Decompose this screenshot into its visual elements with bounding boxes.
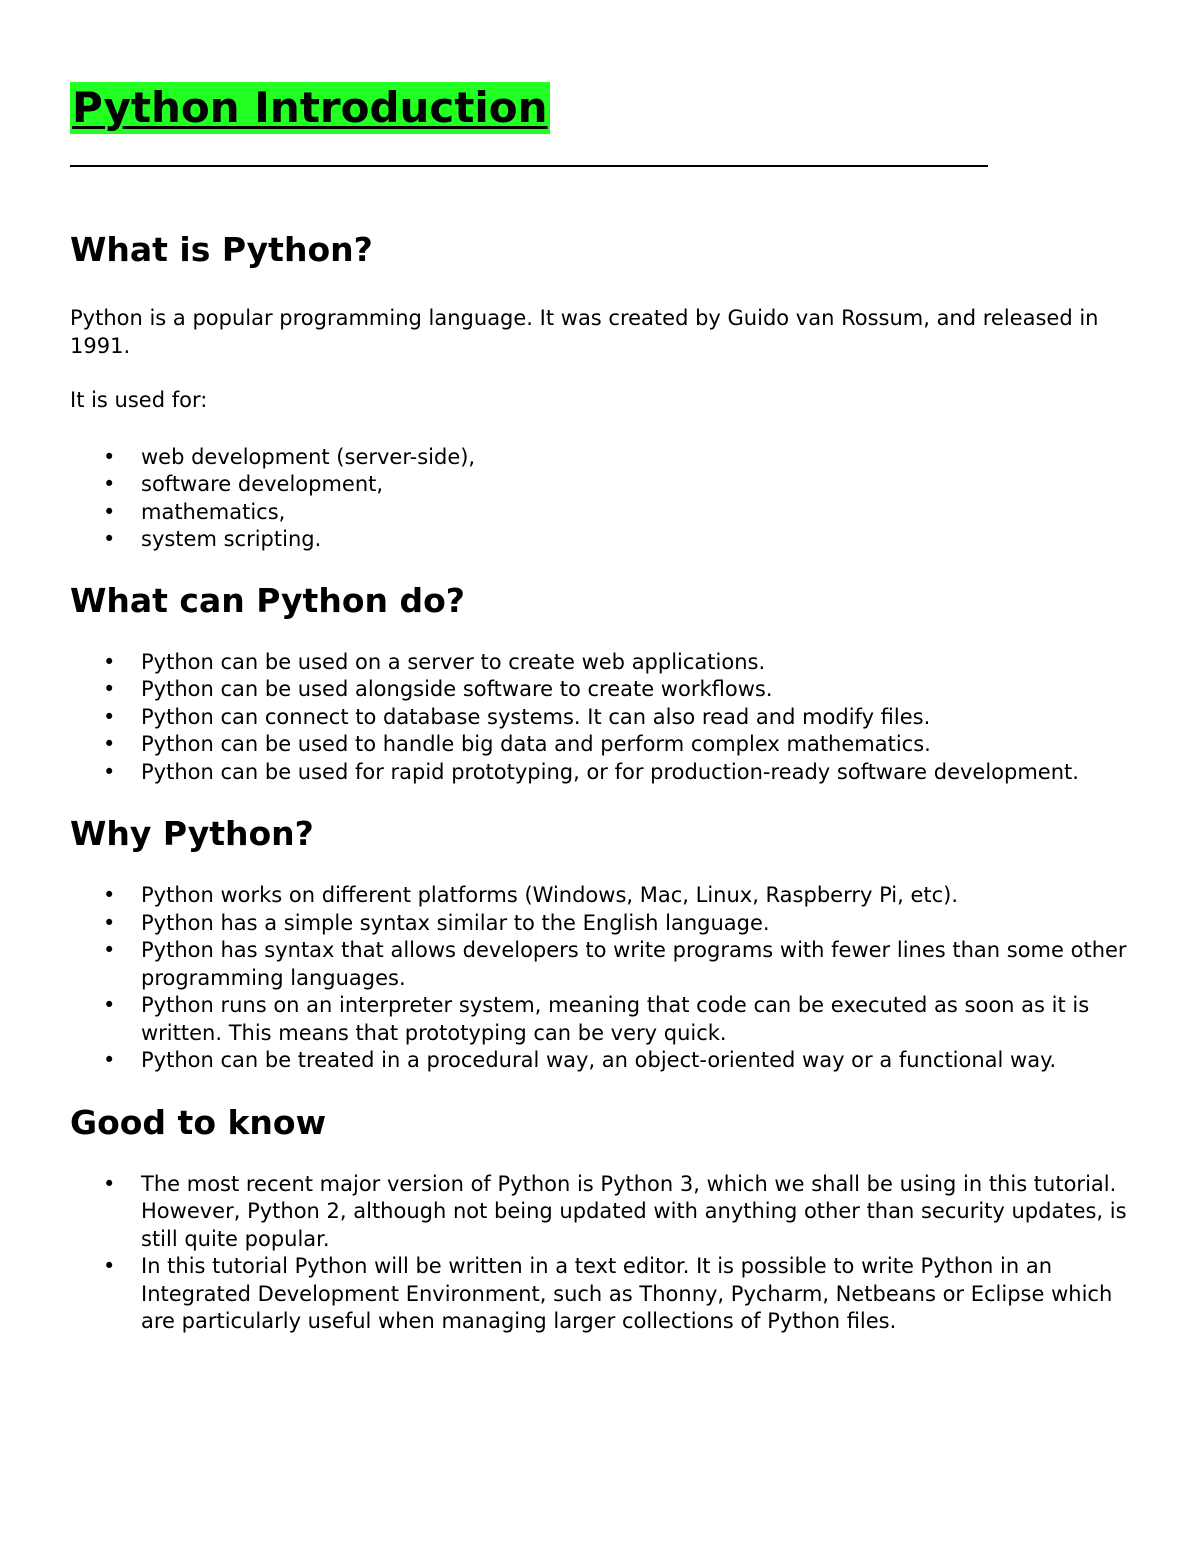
page-title: Python Introduction (72, 83, 548, 132)
bullet-icon: • (103, 1254, 116, 1278)
reasons-list (70, 882, 1130, 1075)
list-item-text: Python runs on an interpreter system, meaning that code can be executed as soon as it is written. This means that prototyping can be very quick. (141, 993, 1090, 1045)
list-item-text: Python can connect to database systems. It can also read and modify files. (141, 704, 931, 729)
list-item (70, 499, 1130, 527)
bullet-icon: • (103, 993, 116, 1017)
list-item (70, 1253, 1130, 1336)
bullet-icon: • (103, 759, 116, 784)
bullet-icon: • (103, 938, 116, 962)
bullet-icon: • (103, 1171, 116, 1196)
list-item (70, 1047, 1130, 1075)
bullet-icon: • (103, 444, 116, 469)
horizontal-rule (70, 165, 988, 167)
list-item-text: Python has syntax that allows developers to write programs with fewer lines than some other programming languages. (141, 938, 1127, 990)
heading-why-python: Why Python? (70, 814, 314, 853)
list-item-text: Python can be used for rapid prototyping, or for production-ready software development. (141, 759, 1079, 784)
heading-what-can-python-do: What can Python do? (70, 580, 465, 620)
bullet-icon: • (103, 704, 116, 729)
list-item (70, 937, 1130, 992)
list-item-text: Python can be treated in a procedural way, an object-oriented way or a functional way. (141, 1048, 1057, 1072)
bullet-icon: • (103, 472, 116, 496)
used-for-label: It is used for: (70, 388, 208, 412)
heading-what-is-python: What is Python? (70, 230, 373, 269)
list-item-text: Python can be used on a server to create web applications. (141, 649, 766, 674)
list-item (70, 649, 1130, 677)
list-item (70, 992, 1130, 1047)
bullet-icon: • (103, 527, 116, 551)
bullet-icon: • (103, 883, 116, 907)
list-item-text: The most recent major version of Python is Python 3, which we shall be using in this tutorial. However, Python 2, although not being updated with anything other than security updates, is still quite popular. (141, 1171, 1127, 1251)
bullet-icon: • (103, 910, 116, 935)
list-item-text: Python has a simple syntax similar to the English language. (141, 910, 770, 935)
list-item (70, 471, 1130, 499)
list-item (70, 759, 1130, 787)
list-item-text: In this tutorial Python will be written in a text editor. It is possible to write Python in an Integrated Development Environment, such as Thonny, Pycharm, Netbeans or Eclipse which are particularly useful when managing larger collections of Python files. (141, 1254, 1113, 1333)
list-item-text: Python can be used to handle big data and perform complex mathematics. (141, 732, 931, 756)
list-item-text: web development (server-side), (141, 444, 476, 469)
list-item (70, 1171, 1130, 1254)
capabilities-list (70, 649, 1130, 787)
list-item (70, 882, 1130, 910)
bullet-icon: • (103, 677, 116, 701)
list-item (70, 910, 1130, 938)
bullet-icon: • (103, 499, 116, 524)
bullet-icon: • (103, 732, 116, 756)
list-item (70, 704, 1130, 732)
list-item (70, 731, 1130, 759)
uses-list (70, 444, 1130, 554)
notes-list (70, 1171, 1130, 1336)
document-page (70, 82, 1130, 1336)
bullet-icon: • (103, 1048, 116, 1072)
list-item (70, 444, 1130, 472)
list-item-text: Python works on different platforms (Windows, Mac, Linux, Raspberry Pi, etc). (141, 883, 959, 907)
intro-paragraph: Python is a popular programming language. It was created by Guido van Rossum, and released in 1991. (70, 306, 1099, 358)
list-item-text: mathematics, (141, 499, 286, 524)
list-item (70, 526, 1130, 554)
heading-good-to-know: Good to know (70, 1102, 327, 1142)
bullet-icon: • (103, 649, 116, 674)
list-item-text: Python can be used alongside software to create workflows. (141, 677, 773, 701)
list-item-text: software development, (141, 472, 384, 496)
list-item (70, 676, 1130, 704)
list-item-text: system scripting. (141, 527, 322, 551)
